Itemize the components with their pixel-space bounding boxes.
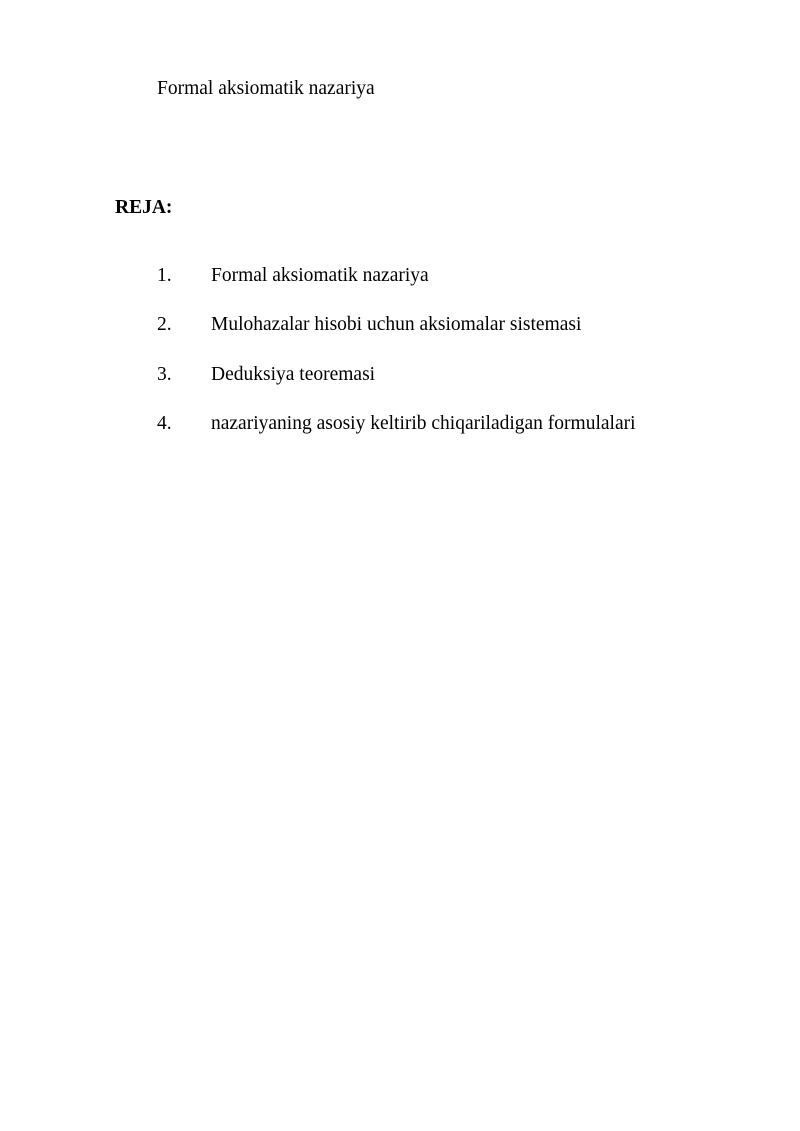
plan-heading: REJA: (115, 197, 173, 218)
list-item-number: 4. (157, 413, 172, 434)
list-item-text: Formal aksiomatik nazariya (211, 265, 429, 286)
plan-list-item (157, 313, 757, 337)
plan-list-item (157, 412, 757, 436)
list-item-number: 3. (157, 364, 172, 385)
list-item-text: Mulohazalar hisobi uchun aksiomalar sistemasi (211, 314, 582, 335)
plan-list-item (157, 264, 757, 288)
plan-list-item (157, 363, 757, 387)
document-title: Formal aksiomatik nazariya (157, 78, 375, 99)
list-item-number: 2. (157, 314, 172, 335)
list-item-text: nazariyaning asosiy keltirib chiqariladigan formulalari (211, 413, 636, 434)
list-item-number: 1. (157, 265, 172, 286)
list-item-text: Deduksiya teoremasi (211, 364, 376, 385)
